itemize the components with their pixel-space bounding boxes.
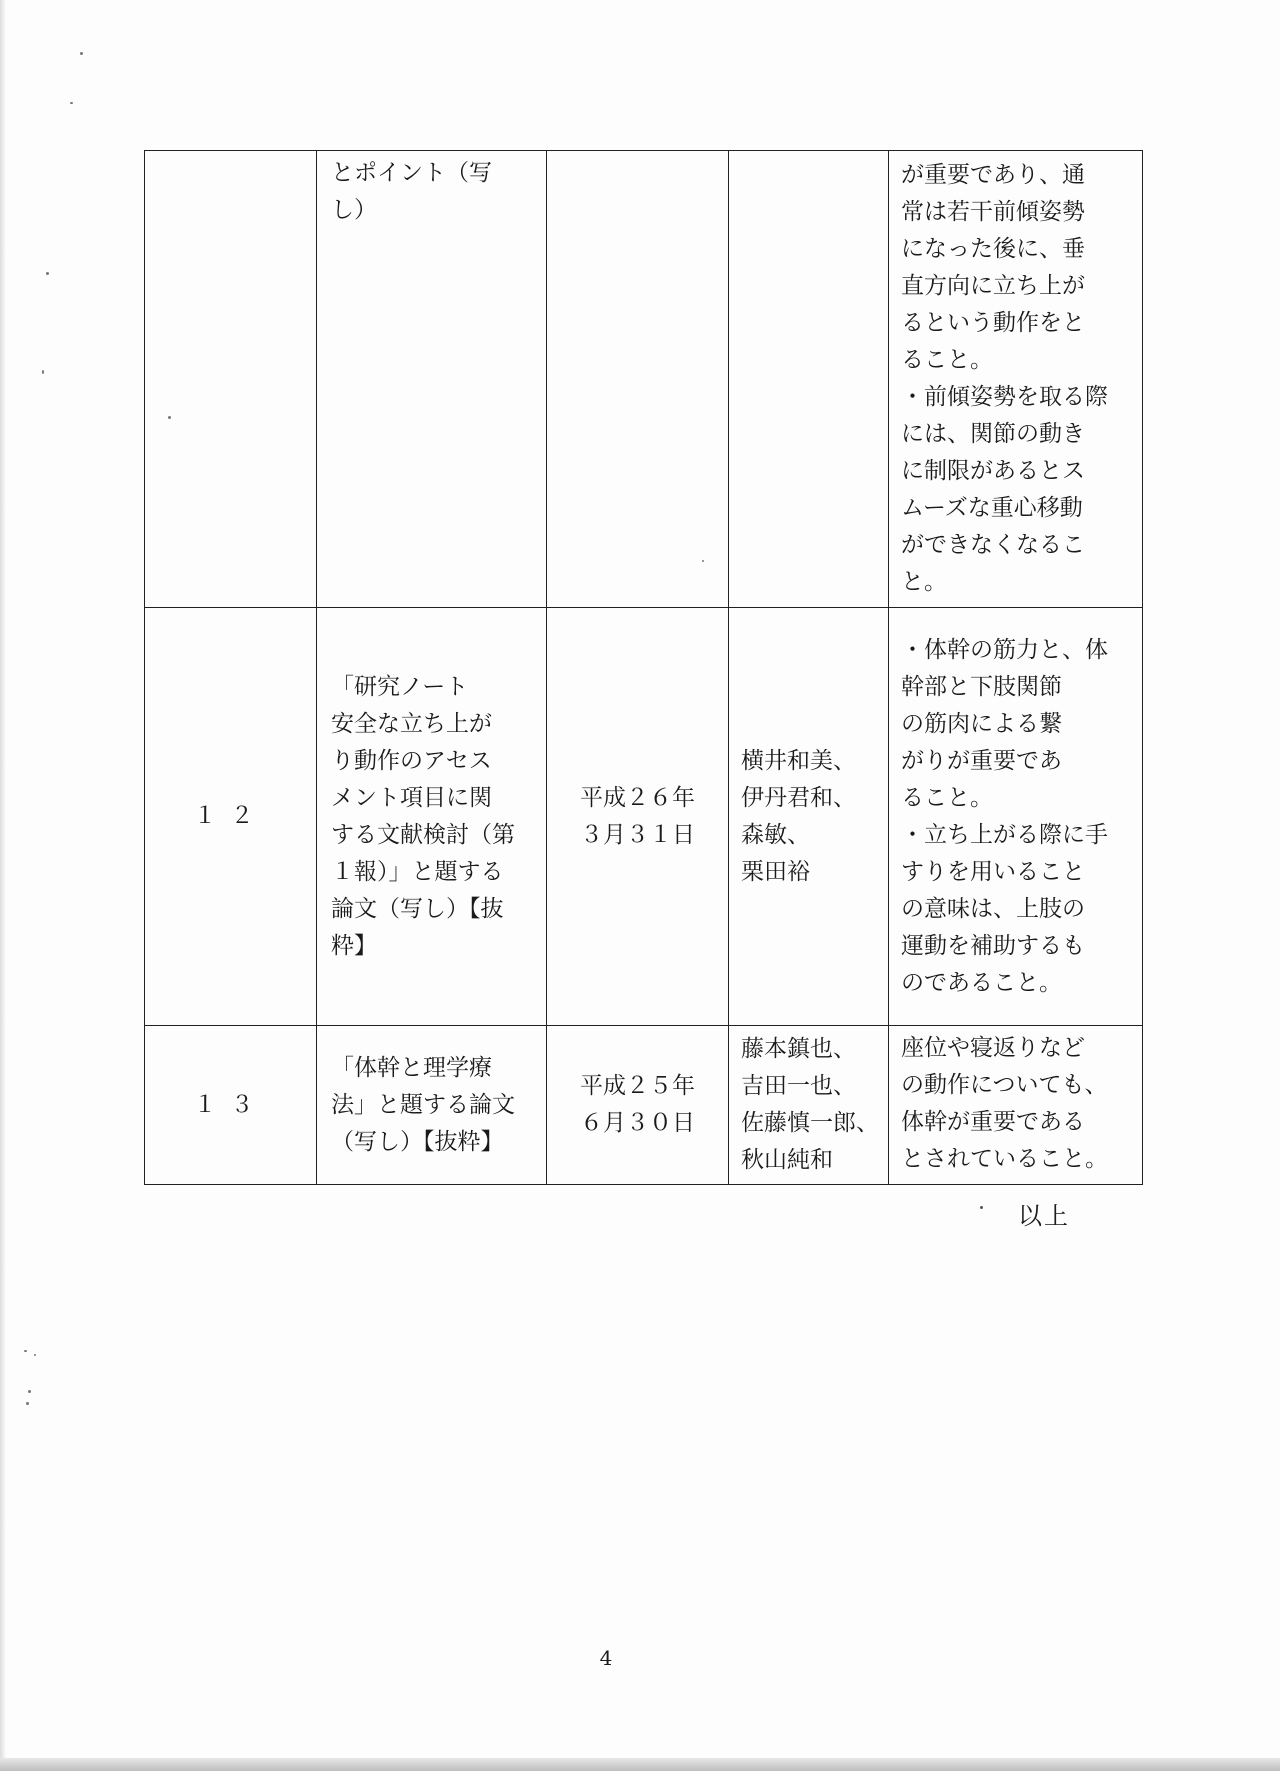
document-summary: 座位や寝返りなど の動作についても、 体幹が重要である とされていること。	[901, 1035, 1108, 1172]
authors-cell	[729, 608, 889, 1026]
scan-speck	[80, 52, 83, 55]
date-cell	[547, 608, 729, 1026]
scan-left-edge	[0, 0, 6, 1771]
scan-bottom-edge	[0, 1758, 1280, 1771]
table-row	[145, 151, 1143, 608]
document-title-cell	[317, 151, 547, 608]
scan-speck	[980, 1206, 983, 1209]
document-title-cell	[317, 608, 547, 1026]
document-date: 平成２６年 ３月３１日	[580, 784, 695, 848]
date-cell	[547, 151, 729, 608]
scan-speck	[34, 1354, 36, 1356]
document-title: 「体幹と理学療 法」と題する論文 （写し）【抜粋】	[331, 1054, 515, 1155]
scan-speck	[42, 370, 44, 374]
scan-speck	[26, 1402, 29, 1405]
document-title: 「研究ノート 安全な立ち上が り動作のアセス メント項目に関 する文献検討（第 １報）」と題する 論文（写し）【抜 粋】	[331, 673, 515, 959]
document-date: 平成２５年 ６月３０日	[580, 1073, 695, 1136]
document-title: とポイント（写 し）	[331, 160, 492, 223]
document-authors: 藤本鎮也、 吉田一也、 佐藤慎一郎、 秋山純和	[741, 1036, 879, 1173]
scan-speck	[46, 272, 49, 275]
summary-cell	[889, 608, 1143, 1026]
row-number-cell	[145, 151, 317, 608]
evidence-table	[144, 150, 1143, 1185]
scan-speck	[168, 416, 171, 419]
table-row	[145, 1026, 1143, 1185]
row-number: １３	[193, 1091, 268, 1118]
table-row	[145, 608, 1143, 1026]
page-number: 4	[599, 1646, 613, 1670]
document-date	[547, 375, 728, 383]
document-summary: が重要であり、通 常は若干前傾姿勢 になった後に、垂 直方向に立ち上が るという動作をと ること。 ・前傾姿勢を取る際 には、関節の動き に制限があるとス ムーズな重心移動 ができなくなるこ と。	[901, 162, 1108, 595]
closing-text: 以上	[1018, 1202, 1070, 1230]
scan-speck	[28, 1390, 31, 1393]
document-title-cell	[317, 1026, 547, 1185]
scan-speck	[24, 1350, 27, 1352]
document-authors	[729, 375, 888, 383]
row-number: １２	[193, 803, 268, 829]
row-number-cell	[145, 1026, 317, 1185]
authors-cell	[729, 1026, 889, 1185]
row-number-cell	[145, 608, 317, 1026]
summary-cell	[889, 151, 1143, 608]
date-cell	[547, 1026, 729, 1185]
authors-cell	[729, 151, 889, 608]
scan-speck	[702, 560, 704, 562]
document-authors: 横井和美、 伊丹君和、 森敏、 栗田裕	[741, 747, 856, 885]
document-summary: ・体幹の筋力と、体 幹部と下肢関節 の筋肉による繋 がりが重要であ ること。 ・立ち上がる際に手 すりを用いること の意味は、上肢の 運動を補助するも のであること。	[901, 636, 1108, 996]
scan-speck	[70, 102, 73, 104]
summary-cell	[889, 1026, 1143, 1185]
